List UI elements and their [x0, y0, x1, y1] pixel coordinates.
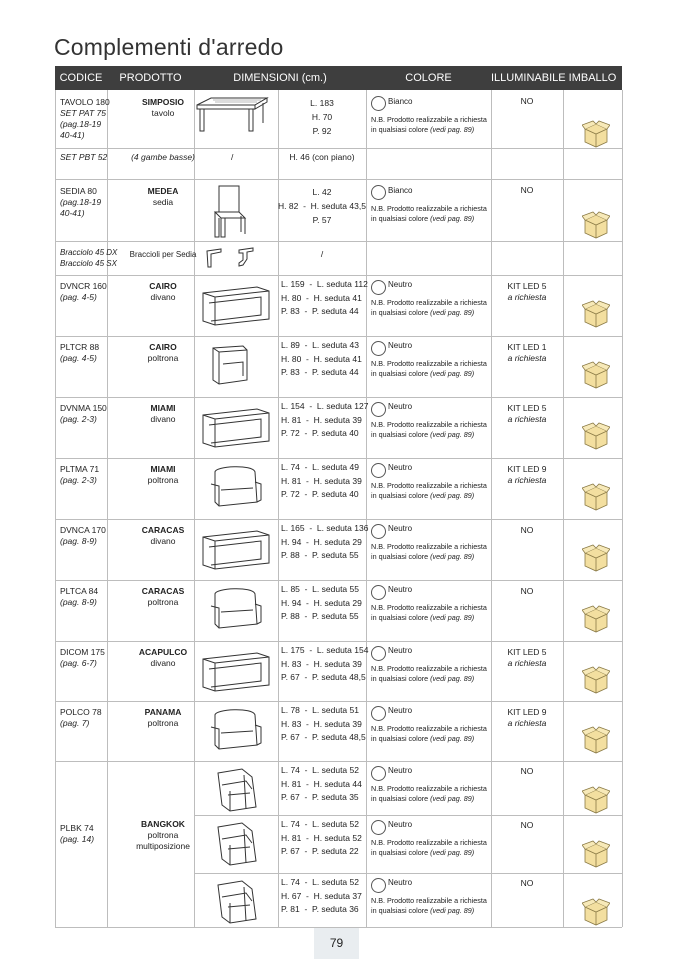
color-swatch: [371, 524, 386, 539]
color-swatch: [371, 341, 386, 356]
note-ref: (vedi pag. 89): [430, 430, 475, 439]
table-row: [55, 458, 622, 520]
box-icon: [582, 666, 610, 694]
code-ref: SET PBT 52: [60, 152, 108, 162]
color-swatch: [371, 646, 386, 661]
note-text: N.B. Prodotto realizzabile a richiesta in qualsiasi colore: [371, 838, 487, 857]
note-text: N.B. Prodotto realizzabile a richiesta in qualsiasi colore: [371, 115, 487, 134]
code-ref: (pag. 2-3): [60, 414, 97, 424]
illum-value: KIT LED 9: [507, 707, 547, 717]
color-note: [371, 420, 491, 440]
note-ref: (vedi pag. 89): [430, 369, 475, 378]
code-text: PLBK 74: [60, 823, 94, 833]
box-icon: [582, 422, 610, 450]
illum-value: NO: [520, 586, 534, 596]
code-text: SEDIA 80: [60, 186, 97, 196]
dimensions: L. 159 - L. seduta 112 H. 80 - H. seduta 41 P. 83 - P. seduta 44: [281, 279, 368, 316]
page-number: 79: [314, 928, 359, 959]
product-type: divano: [150, 292, 176, 302]
dimensions: L. 74 - L. seduta 52 H. 67 - H. seduta 37 P. 81 - P. seduta 36: [281, 877, 362, 914]
dimensions: H. 46 (con piano): [289, 152, 355, 162]
note-text: N.B. Prodotto realizzabile a richiesta in qualsiasi colore: [371, 724, 487, 743]
note-ref: (vedi pag. 89): [430, 794, 475, 803]
product-drawing: [208, 819, 264, 869]
chair-drawing: [205, 182, 255, 240]
color-name: Neutro: [388, 766, 413, 775]
illum-sub: a richiesta: [507, 718, 547, 728]
color-note: [371, 896, 491, 916]
code-ref: (pag. 8-9): [60, 597, 97, 607]
code-ref: (pag. 4-5): [60, 353, 97, 363]
product-name: CARACAS: [141, 586, 185, 596]
color-name: Neutro: [388, 341, 413, 350]
illum-value: KIT LED 5: [507, 403, 547, 413]
product-code: [60, 823, 110, 845]
product-name: PANAMA: [144, 707, 182, 717]
illuminabile: [491, 342, 563, 364]
color-name: Neutro: [388, 706, 413, 715]
color-note: [371, 115, 491, 135]
product-name: SIMPOSIO: [141, 97, 185, 107]
table-row: [55, 641, 622, 702]
color-swatch: [371, 878, 386, 893]
color-note: [371, 359, 491, 379]
product-code: [60, 186, 110, 219]
code-ref: (pag. 7): [60, 718, 90, 728]
color-name: Neutro: [388, 646, 413, 655]
page-title: Complementi d'arredo: [54, 34, 284, 60]
illum-value: NO: [520, 525, 534, 535]
code-text: PLTCA 84: [60, 586, 99, 596]
product-name-cell: [113, 707, 213, 729]
table-row-variant: [194, 873, 622, 928]
note-text: N.B. Prodotto realizzabile a richiesta in qualsiasi colore: [371, 603, 487, 622]
note-ref: (vedi pag. 89): [430, 906, 475, 915]
code-ref: SET PAT 75 (pag.18-19 40-41): [60, 108, 106, 140]
code-ref: (pag.18-19 40-41): [60, 197, 102, 218]
product-code: [60, 647, 110, 669]
box-icon: [582, 361, 610, 389]
product-type: poltrona: [147, 353, 179, 363]
color-note: [371, 784, 491, 804]
product-type: (4 gambe basse): [131, 152, 195, 162]
color-note: [371, 838, 491, 858]
product-type: poltrona: [147, 475, 179, 485]
box-icon: [582, 120, 610, 148]
illuminabile: [491, 647, 563, 669]
dimensions: L. 78 - L. seduta 51 H. 83 - H. seduta 39 P. 67 - P. seduta 48,5: [281, 705, 366, 742]
note-text: N.B. Prodotto realizzabile a richiesta in qualsiasi colore: [371, 896, 487, 915]
note-ref: (vedi pag. 89): [430, 308, 475, 317]
color-note: [371, 298, 491, 318]
illum-value: KIT LED 5: [507, 281, 547, 291]
product-type: sedia: [152, 197, 174, 207]
dimensions: L. 154 - L. seduta 127 H. 81 - H. seduta 39 P. 72 - P. seduta 40: [281, 401, 369, 438]
product-code: [60, 97, 110, 141]
note-ref: (vedi pag. 89): [430, 491, 475, 500]
illum-value: KIT LED 9: [507, 464, 547, 474]
product-type: divano: [150, 536, 176, 546]
color-note: [371, 204, 491, 224]
dimensions: L. 42 H. 82 - H. seduta 43,5 P. 57: [278, 187, 366, 225]
note-text: N.B. Prodotto realizzabile a richiesta in qualsiasi colore: [371, 784, 487, 803]
table-row: [55, 148, 622, 180]
color-name: Neutro: [388, 463, 413, 472]
code-ref: (pag. 6-7): [60, 658, 97, 668]
color-name: Neutro: [388, 524, 413, 533]
color-name: Neutro: [388, 280, 413, 289]
note-ref: (vedi pag. 89): [430, 125, 475, 134]
product-drawing: [197, 279, 273, 329]
color-name: Neutro: [388, 585, 413, 594]
code-text: DVNMA 150: [60, 403, 107, 413]
dimensions: L. 183 H. 70 P. 92: [310, 98, 334, 136]
color-name: Neutro: [388, 402, 413, 411]
product-type: divano: [150, 658, 176, 668]
color-name: Bianco: [388, 186, 413, 195]
box-icon: [582, 605, 610, 633]
illum-value: KIT LED 5: [507, 647, 547, 657]
product-name-cell: [113, 186, 213, 208]
illuminabile: [491, 464, 563, 486]
code-ref: Bracciolo 45 DX Bracciolo 45 SX: [60, 248, 118, 268]
illuminabile: [491, 707, 563, 729]
code-ref: (pag. 14): [60, 834, 95, 844]
color-swatch: [371, 96, 386, 111]
product-drawing: [208, 765, 264, 815]
note-text: N.B. Prodotto realizzabile a richiesta in qualsiasi colore: [371, 664, 487, 683]
header-imballo: IMBALLO: [568, 72, 617, 84]
header-prodotto: PRODOTTO: [119, 72, 182, 84]
product-name: MIAMI: [150, 403, 176, 413]
illum-sub: a richiesta: [507, 414, 547, 424]
product-code: [60, 586, 110, 608]
note-text: N.B. Prodotto realizzabile a richiesta in qualsiasi colore: [371, 420, 487, 439]
color-swatch: [371, 766, 386, 781]
product-name: MEDEA: [147, 186, 179, 196]
table-row: [55, 241, 622, 276]
product-code: [60, 342, 110, 364]
product-code: [60, 525, 110, 547]
color-swatch: [371, 402, 386, 417]
illuminabile: [491, 403, 563, 425]
table-row: [55, 701, 622, 762]
product-name: CARACAS: [141, 525, 185, 535]
box-icon: [582, 786, 610, 814]
note-text: N.B. Prodotto realizzabile a richiesta in qualsiasi colore: [371, 298, 487, 317]
product-type: tavolo: [151, 108, 175, 118]
note-text: N.B. Prodotto realizzabile a richiesta in qualsiasi colore: [371, 481, 487, 500]
product-drawing: [205, 705, 265, 755]
product-code: [60, 707, 110, 729]
code-ref: (pag. 8-9): [60, 536, 97, 546]
code-text: DICOM 175: [60, 647, 105, 657]
product-drawing: [205, 584, 265, 634]
product-drawing: [197, 523, 273, 573]
product-drawing: [197, 645, 273, 695]
color-note: [371, 664, 491, 684]
table-row: [55, 90, 622, 149]
color-swatch: [371, 185, 386, 200]
box-icon: [582, 544, 610, 572]
color-note: [371, 603, 491, 623]
table-row: [55, 580, 622, 642]
product-name: CAIRO: [149, 281, 177, 291]
illum-sub: a richiesta: [507, 353, 547, 363]
table-row: [55, 519, 622, 581]
product-table: [55, 90, 622, 927]
box-icon: [582, 840, 610, 868]
table-row-variant: [194, 815, 622, 874]
product-type: poltrona: [147, 597, 179, 607]
box-icon: [582, 211, 610, 239]
table-header: [55, 66, 622, 90]
product-drawing: [205, 340, 255, 390]
color-swatch: [371, 280, 386, 295]
illuminabile: NO: [520, 878, 534, 888]
grid-line: [622, 90, 623, 927]
product-type: Braccioli per Sedia: [129, 250, 197, 259]
header-colore: COLORE: [405, 72, 452, 84]
illuminabile: NO: [520, 96, 534, 106]
product-name: ACAPULCO: [138, 647, 188, 657]
illuminabile: NO: [520, 820, 534, 830]
product-code: [60, 464, 110, 486]
illum-sub: a richiesta: [507, 658, 547, 668]
illum-sub: a richiesta: [507, 292, 547, 302]
header-codice: CODICE: [59, 72, 103, 84]
armrest-drawing: [203, 245, 263, 271]
illuminabile: [491, 281, 563, 303]
product-drawing: [208, 877, 264, 927]
code-ref: (pag. 2-3): [60, 475, 97, 485]
box-icon: [582, 898, 610, 926]
box-icon: [582, 726, 610, 754]
table-row: [55, 397, 622, 459]
dimensions: L. 165 - L. seduta 136 H. 94 - H. seduta 29 P. 88 - P. seduta 55: [281, 523, 369, 560]
code-text: TAVOLO 180: [60, 97, 110, 107]
color-swatch: [371, 463, 386, 478]
box-icon: [582, 483, 610, 511]
note-text: N.B. Prodotto realizzabile a richiesta in qualsiasi colore: [371, 359, 487, 378]
header-illuminabile: ILLUMINABILE: [491, 72, 566, 84]
dimensions: L. 89 - L. seduta 43 H. 80 - H. seduta 41 P. 83 - P. seduta 44: [281, 340, 362, 377]
illuminabile: [491, 586, 563, 597]
product-name-cell: [113, 464, 213, 486]
dimensions: L. 74 - L. seduta 52 H. 81 - H. seduta 44 P. 67 - P. seduta 35: [281, 765, 362, 802]
color-swatch: [371, 820, 386, 835]
color-swatch: [371, 585, 386, 600]
note-ref: (vedi pag. 89): [430, 734, 475, 743]
product-type: divano: [150, 414, 176, 424]
code-ref: (pag. 4-5): [60, 292, 97, 302]
note-ref: (vedi pag. 89): [430, 674, 475, 683]
product-name-cell: [113, 586, 213, 608]
dimensions: L. 74 - L. seduta 52 H. 81 - H. seduta 52 P. 67 - P. seduta 22: [281, 819, 362, 856]
table-row: [55, 179, 622, 242]
code-text: DVNCA 170: [60, 525, 106, 535]
dimensions-slash: /: [231, 152, 234, 162]
product-name: CAIRO: [149, 342, 177, 352]
color-note: [371, 542, 491, 562]
dimensions: L. 85 - L. seduta 55 H. 94 - H. seduta 29 P. 88 - P. seduta 55: [281, 584, 362, 621]
illuminabile: NO: [520, 766, 534, 776]
code-text: POLCO 78: [60, 707, 102, 717]
color-name: Bianco: [388, 97, 413, 106]
illuminabile: NO: [520, 185, 534, 195]
note-ref: (vedi pag. 89): [430, 848, 475, 857]
product-type: poltrona multiposizione: [136, 830, 190, 851]
code-text: PLTMA 71: [60, 464, 100, 474]
illum-sub: a richiesta: [507, 475, 547, 485]
illum-value: KIT LED 1: [507, 342, 547, 352]
header-dimensioni: DIMENSIONI (cm.): [233, 72, 327, 84]
product-drawing: [205, 462, 265, 512]
note-ref: (vedi pag. 89): [430, 214, 475, 223]
note-text: N.B. Prodotto realizzabile a richiesta in qualsiasi colore: [371, 542, 487, 561]
code-text: PLTCR 88: [60, 342, 100, 352]
color-note: [371, 724, 491, 744]
color-name: Neutro: [388, 820, 413, 829]
product-name: MIAMI: [150, 464, 176, 474]
product-drawing: [197, 401, 273, 451]
table-row-variant: [194, 761, 622, 816]
product-code: [60, 403, 110, 425]
product-name: BANGKOK: [141, 819, 185, 829]
table-row: [55, 275, 622, 337]
note-ref: (vedi pag. 89): [430, 613, 475, 622]
dimensions: L. 74 - L. seduta 49 H. 81 - H. seduta 39 P. 72 - P. seduta 40: [281, 462, 362, 499]
product-type: poltrona: [147, 718, 179, 728]
product-code: [60, 281, 110, 303]
product-name-cell: [113, 342, 213, 364]
code-text: DVNCR 160: [60, 281, 107, 291]
note-ref: (vedi pag. 89): [430, 552, 475, 561]
note-text: N.B. Prodotto realizzabile a richiesta in qualsiasi colore: [371, 204, 487, 223]
color-swatch: [371, 706, 386, 721]
table-row: [55, 336, 622, 398]
dimensions: L. 175 - L. seduta 154 H. 83 - H. seduta 39 P. 67 - P. seduta 48,5: [281, 645, 369, 682]
color-name: Neutro: [388, 878, 413, 887]
dimensions: /: [320, 249, 324, 259]
box-icon: [582, 300, 610, 328]
illuminabile: [491, 525, 563, 536]
color-note: [371, 481, 491, 501]
table-drawing: [191, 95, 271, 135]
